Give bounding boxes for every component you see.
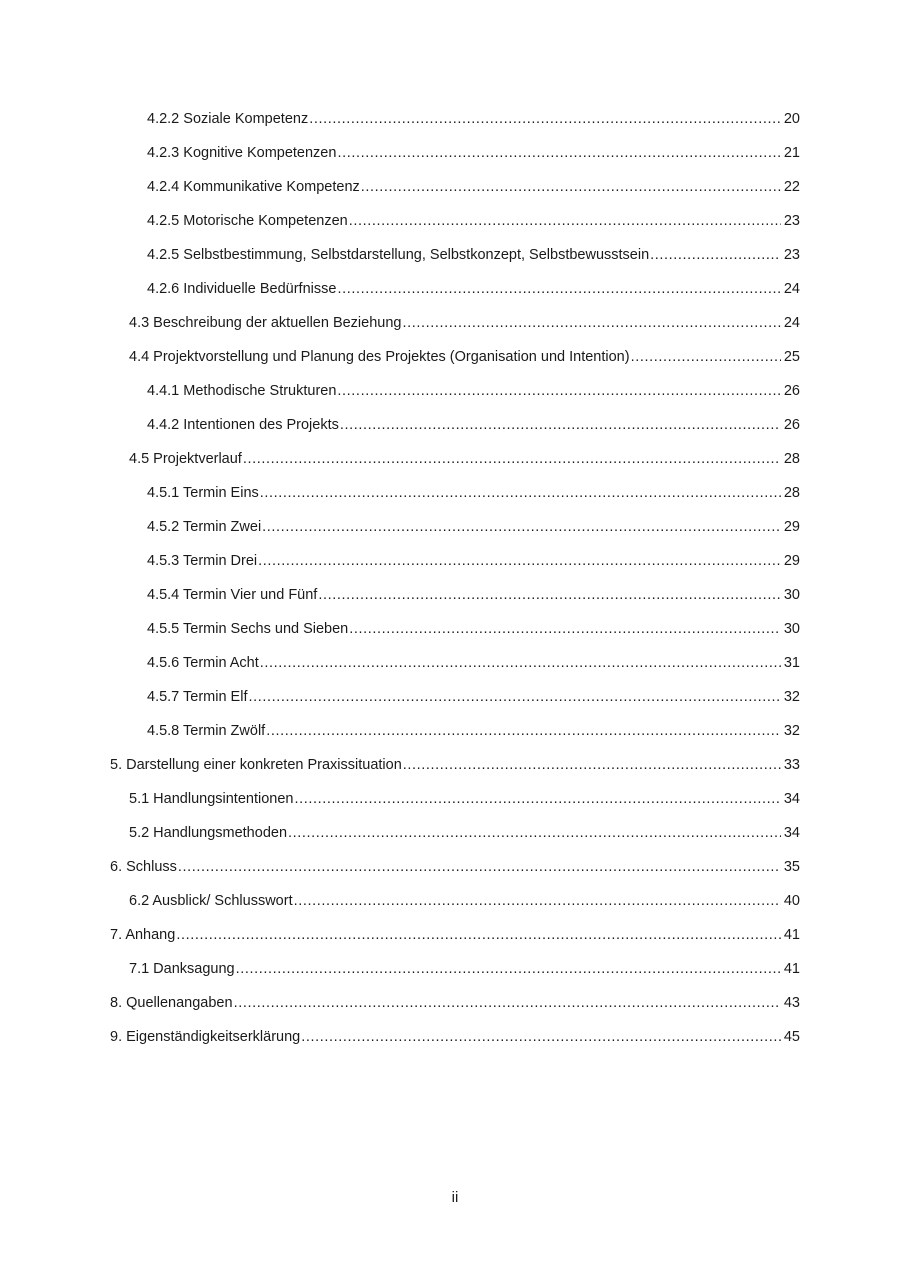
toc-entry[interactable] <box>110 685 800 719</box>
toc-entry-page-number: 28 <box>783 485 800 501</box>
toc-entry-page-number: 31 <box>783 655 800 671</box>
toc-entry-label: 9. Eigenständigkeitserklärung <box>110 1029 301 1045</box>
toc-dot-leader <box>176 923 781 947</box>
toc-entry-label: 4.3 Beschreibung der aktuellen Beziehung <box>129 315 402 331</box>
toc-dot-leader <box>349 209 781 233</box>
toc-entry-label: 4.2.6 Individuelle Bedürfnisse <box>147 281 337 297</box>
toc-entry[interactable] <box>110 889 800 923</box>
toc-entry-page-number: 32 <box>783 689 800 705</box>
toc-dot-leader <box>294 889 781 913</box>
toc-entry[interactable] <box>110 855 800 889</box>
toc-entry[interactable] <box>110 515 800 549</box>
toc-entry-page-number: 20 <box>783 111 800 127</box>
toc-entry-label: 4.5.1 Termin Eins <box>147 485 259 501</box>
toc-entry[interactable] <box>110 991 800 1025</box>
toc-entry-page-number: 34 <box>783 791 800 807</box>
toc-entry-page-number: 34 <box>783 825 800 841</box>
toc-entry-page-number: 41 <box>783 927 800 943</box>
toc-entry-label: 4.2.5 Motorische Kompetenzen <box>147 213 348 229</box>
toc-entry-label: 4.5.4 Termin Vier und Fünf <box>147 587 318 603</box>
toc-entry[interactable] <box>110 957 800 991</box>
toc-entry-label: 4.5.2 Termin Zwei <box>147 519 262 535</box>
toc-dot-leader <box>402 311 781 335</box>
toc-entry[interactable] <box>110 481 800 515</box>
toc-entry-page-number: 35 <box>783 859 800 875</box>
toc-entry-page-number: 28 <box>783 451 800 467</box>
toc-entry[interactable] <box>110 753 800 787</box>
toc-dot-leader <box>337 141 781 165</box>
toc-entry[interactable] <box>110 719 800 753</box>
toc-entry-page-number: 24 <box>783 315 800 331</box>
toc-entry[interactable] <box>110 311 800 345</box>
toc-dot-leader <box>266 719 781 743</box>
toc-entry-label: 4.2.4 Kommunikative Kompetenz <box>147 179 360 195</box>
toc-entry-page-number: 24 <box>783 281 800 297</box>
toc-dot-leader <box>248 685 781 709</box>
toc-dot-leader <box>301 1025 781 1049</box>
toc-entry[interactable] <box>110 617 800 651</box>
toc-entry-label: 4.2.5 Selbstbestimmung, Selbstdarstellung, Selbstkonzept, Selbstbewusstsein <box>147 247 650 263</box>
toc-entry-page-number: 29 <box>783 553 800 569</box>
toc-entry[interactable] <box>110 1025 800 1059</box>
toc-entry[interactable] <box>110 787 800 821</box>
toc-entry-page-number: 26 <box>783 383 800 399</box>
toc-dot-leader <box>234 991 781 1015</box>
toc-dot-leader <box>340 413 781 437</box>
toc-entry-label: 4.2.3 Kognitive Kompetenzen <box>147 145 337 161</box>
toc-entry-label: 4.5.6 Termin Acht <box>147 655 259 671</box>
toc-dot-leader <box>258 549 781 573</box>
toc-entry-label: 5. Darstellung einer konkreten Praxissituation <box>110 757 402 773</box>
toc-entry[interactable] <box>110 583 800 617</box>
toc-dot-leader <box>337 277 781 301</box>
toc-entry-page-number: 21 <box>783 145 800 161</box>
toc-dot-leader <box>349 617 781 641</box>
toc-entry[interactable] <box>110 107 800 141</box>
toc-entry-page-number: 30 <box>783 621 800 637</box>
toc-entry-page-number: 25 <box>783 349 800 365</box>
toc-entry-page-number: 23 <box>783 213 800 229</box>
toc-entry[interactable] <box>110 413 800 447</box>
toc-entry-label: 4.5.7 Termin Elf <box>147 689 248 705</box>
toc-entry[interactable] <box>110 379 800 413</box>
toc-entry[interactable] <box>110 651 800 685</box>
toc-entry-label: 7.1 Danksagung <box>129 961 235 977</box>
toc-entry-page-number: 29 <box>783 519 800 535</box>
page-number: ii <box>451 1189 459 1206</box>
toc-entry-page-number: 30 <box>783 587 800 603</box>
toc-entry-label: 4.5 Projektverlauf <box>129 451 242 467</box>
toc-dot-leader <box>262 515 781 539</box>
toc-dot-leader <box>294 787 781 811</box>
toc-dot-leader <box>337 379 781 403</box>
toc-dot-leader <box>236 957 781 981</box>
toc-entry-page-number: 26 <box>783 417 800 433</box>
toc-entry-page-number: 22 <box>783 179 800 195</box>
toc-entry[interactable] <box>110 175 800 209</box>
toc-entry[interactable] <box>110 447 800 481</box>
toc-entry[interactable] <box>110 345 800 379</box>
toc-entry-label: 7. Anhang <box>110 927 176 943</box>
toc-dot-leader <box>361 175 781 199</box>
toc-dot-leader <box>403 753 781 777</box>
toc-entry-label: 4.5.8 Termin Zwölf <box>147 723 266 739</box>
toc-entry-page-number: 33 <box>783 757 800 773</box>
toc-entry-label: 6.2 Ausblick/ Schlusswort <box>129 893 293 909</box>
toc-entry-label: 5.1 Handlungsintentionen <box>129 791 294 807</box>
toc-entry-page-number: 32 <box>783 723 800 739</box>
toc-dot-leader <box>243 447 781 471</box>
toc-entry-label: 4.5.3 Termin Drei <box>147 553 258 569</box>
toc-entry-label: 4.4.1 Methodische Strukturen <box>147 383 337 399</box>
toc-entry-label: 4.5.5 Termin Sechs und Sieben <box>147 621 349 637</box>
toc-dot-leader <box>631 345 781 369</box>
toc-dot-leader <box>260 651 781 675</box>
toc-entry-label: 6. Schluss <box>110 859 177 875</box>
toc-dot-leader <box>178 855 781 879</box>
toc-entry-label: 4.4 Projektvorstellung und Planung des Projektes (Organisation und Intention) <box>129 349 630 365</box>
toc-entry-page-number: 23 <box>783 247 800 263</box>
toc-entry-label: 4.4.2 Intentionen des Projekts <box>147 417 339 433</box>
toc-entry[interactable] <box>110 141 800 175</box>
toc-entry[interactable] <box>110 549 800 583</box>
toc-entry-label: 4.2.2 Soziale Kompetenz <box>147 111 309 127</box>
table-of-contents <box>110 107 800 1059</box>
toc-dot-leader <box>318 583 781 607</box>
toc-entry-page-number: 43 <box>783 995 800 1011</box>
toc-entry-page-number: 45 <box>783 1029 800 1045</box>
toc-entry[interactable] <box>110 821 800 855</box>
toc-entry[interactable] <box>110 209 800 243</box>
toc-dot-leader <box>260 481 781 505</box>
toc-entry-label: 5.2 Handlungsmethoden <box>129 825 288 841</box>
toc-entry[interactable] <box>110 243 800 277</box>
toc-entry-page-number: 40 <box>783 893 800 909</box>
toc-entry-page-number: 41 <box>783 961 800 977</box>
toc-entry-label: 8. Quellenangaben <box>110 995 233 1011</box>
toc-entry[interactable] <box>110 923 800 957</box>
toc-dot-leader <box>650 243 781 267</box>
toc-entry[interactable] <box>110 277 800 311</box>
toc-dot-leader <box>309 107 781 131</box>
toc-dot-leader <box>288 821 781 845</box>
